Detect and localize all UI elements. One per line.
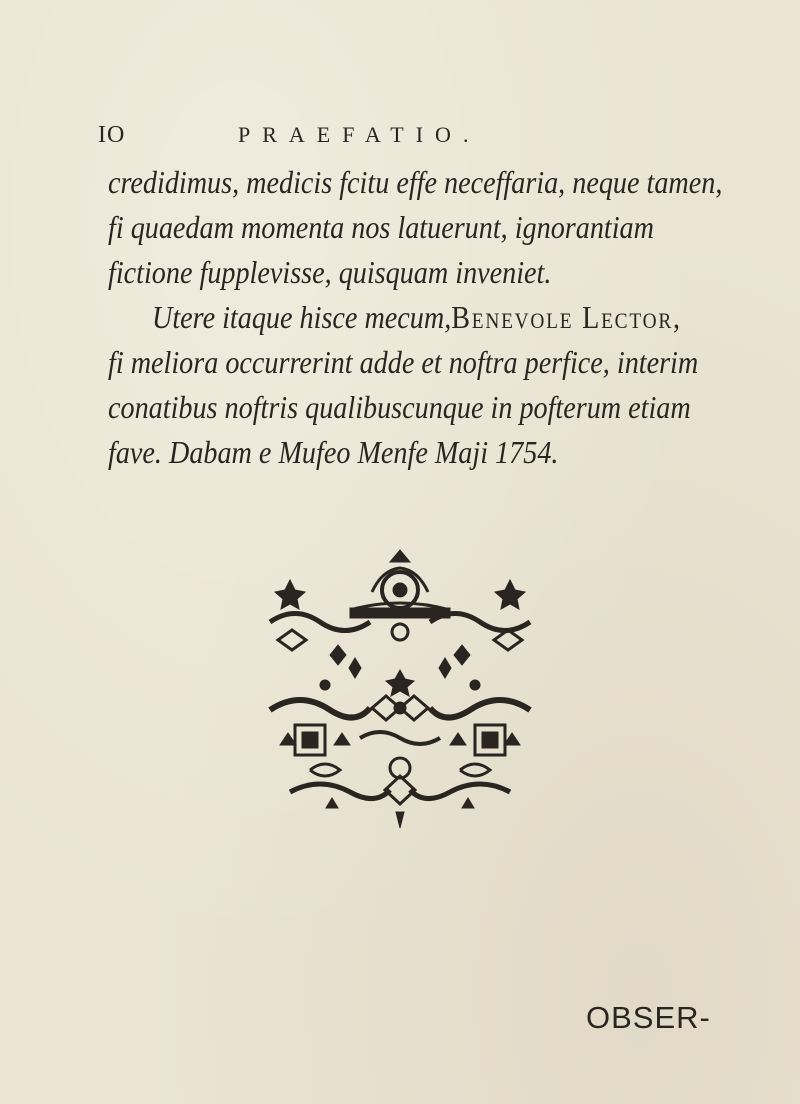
text-line: fi quaedam momenta nos latuerunt, ignorantiam xyxy=(108,209,654,245)
text-line: fave. Dabam e Mufeo Menfe Maji 1754. xyxy=(108,434,559,470)
body-text xyxy=(108,160,723,475)
printer-fleuron-icon xyxy=(250,540,550,830)
text-line: credidimus, medicis fcitu effe neceffaria, neque tamen, xyxy=(108,164,723,200)
catchword: OBSER- xyxy=(586,1000,711,1035)
text-line: fictione fupplevisse, quisquam inveniet. xyxy=(108,254,552,290)
address-lector: Benevole Lector, xyxy=(451,299,682,335)
running-head xyxy=(98,122,718,152)
text-line: fi meliora occurrerint adde et noftra perfice, interim xyxy=(108,344,699,380)
text-line xyxy=(108,295,682,340)
text-line-fragment: Utere itaque hisce mecum, xyxy=(152,299,452,335)
page-number: IO xyxy=(98,122,126,148)
running-title: PRAEFATIO. xyxy=(238,122,481,147)
text-line: conatibus noftris qualibuscunque in pofterum etiam xyxy=(108,389,691,425)
